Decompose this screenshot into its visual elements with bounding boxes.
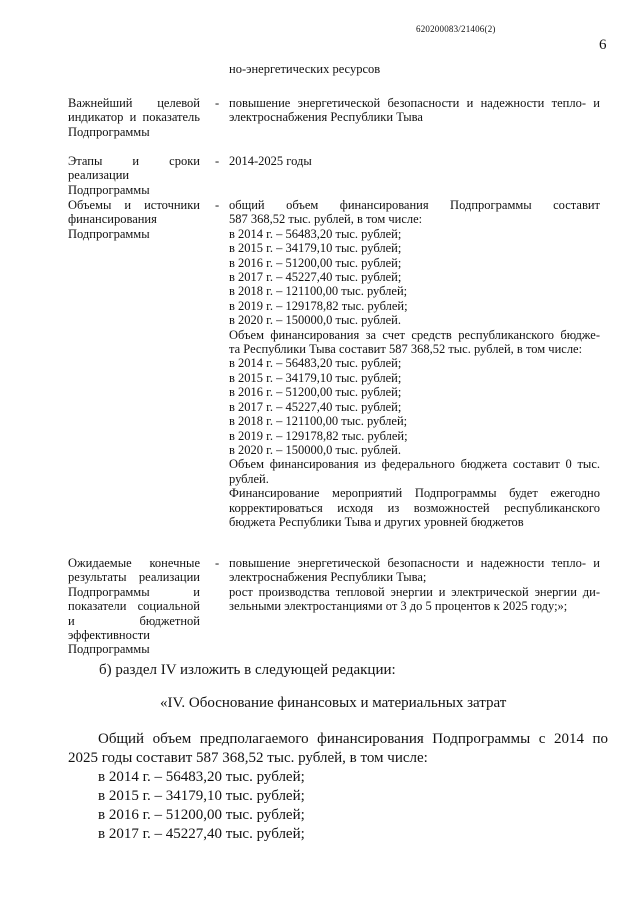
value-line: электроснабжения Республики Тыва;	[229, 570, 427, 585]
row-value	[229, 154, 600, 168]
section-heading: «IV. Обоснование финансовых и материальных затрат	[160, 695, 507, 711]
year-line: в 2015 г. – 34179,10 тыс. рублей;	[98, 788, 305, 804]
financing-paragraph	[68, 730, 608, 844]
value-line: в 2016 г. – 51200,00 тыс. рублей;	[229, 385, 402, 400]
value-line: зельными электростанциями от 3 до 5 процентов к 2025 году;»;	[229, 599, 568, 614]
value-line: в 2020 г. – 150000,0 тыс. рублей.	[229, 442, 401, 457]
continuation-line: но-энергетических ресурсов	[229, 62, 381, 76]
value-line: повышение энергетической безопасности и надежности тепло- и	[229, 556, 600, 570]
value-line: корректироваться исходя из возможностей республиканского	[229, 500, 600, 515]
value-line: в 2014 г. – 56483,20 тыс. рублей;	[229, 226, 402, 241]
value-line: в 2017 г. – 45227,40 тыс. рублей;	[229, 270, 402, 285]
row-value	[229, 556, 600, 614]
value-line: в 2015 г. – 34179,10 тыс. рублей;	[229, 241, 402, 256]
row-label: Ожидаемые конечные результаты реализации Подпрограммы и показатели социальной и бюджетной эффективности Подпрограммы	[68, 556, 200, 657]
amendment-paragraph-b: б) раздел IV изложить в следующей редакции:	[99, 662, 396, 678]
value-line: в 2016 г. – 51200,00 тыс. рублей;	[229, 255, 402, 270]
row-dash: -	[215, 198, 220, 212]
page-number: 6	[599, 37, 607, 53]
document-number: 620200083/21406(2)	[416, 24, 496, 34]
value-line: 2014-2025 годы	[229, 154, 312, 168]
value-line: в 2018 г. – 121100,00 тыс. рублей;	[229, 284, 408, 299]
row-value	[229, 96, 600, 125]
row-dash: -	[215, 556, 220, 570]
value-line: 587 368,52 тыс. рублей, в том числе:	[229, 212, 423, 227]
value-line: Объем финансирования из федерального бюджета составит 0 тыс.	[229, 457, 600, 472]
paragraph-line: 2025 годы составит 587 368,52 тыс. рублей, в том числе:	[68, 750, 428, 766]
value-line: в 2019 г. – 129178,82 тыс. рублей;	[229, 428, 408, 443]
row-label: Важнейший целевой индикатор и показатель Подпрограммы	[68, 96, 200, 139]
value-line: в 2015 г. – 34179,10 тыс. рублей;	[229, 370, 402, 385]
value-line: в 2019 г. – 129178,82 тыс. рублей;	[229, 298, 408, 313]
row-dash: -	[215, 154, 220, 168]
value-line: в 2014 г. – 56483,20 тыс. рублей;	[229, 356, 402, 371]
value-line: Финансирование мероприятий Подпрограммы будет ежегодно	[229, 486, 600, 501]
row-label: Этапы и сроки реализации Подпрограммы	[68, 154, 200, 197]
value-line: общий объем финансирования Подпрограммы составит	[229, 198, 600, 212]
value-line: та Республики Тыва составит 587 368,52 тыс. рублей, в том числе:	[229, 342, 583, 357]
value-line: в 2020 г. – 150000,0 тыс. рублей.	[229, 313, 401, 328]
year-line: в 2016 г. – 51200,00 тыс. рублей;	[98, 807, 305, 823]
value-line: рублей.	[229, 471, 269, 486]
value-line: Объем финансирования за счет средств республиканского бюдже-	[229, 327, 600, 342]
year-line: в 2014 г. – 56483,20 тыс. рублей;	[98, 769, 305, 785]
row-dash: -	[215, 96, 220, 110]
value-line: рост производства тепловой энергии и электрической энергии ди-	[229, 584, 600, 599]
value-line: в 2018 г. – 121100,00 тыс. рублей;	[229, 414, 408, 429]
value-line: в 2017 г. – 45227,40 тыс. рублей;	[229, 399, 402, 414]
value-line: электроснабжения Республики Тыва	[229, 110, 423, 125]
value-line: повышение энергетической безопасности и надежности тепло- и	[229, 96, 600, 110]
value-line: бюджета Республики Тыва и других уровней бюджетов	[229, 514, 524, 529]
row-label: Объемы и источники финансирования Подпрограммы	[68, 198, 200, 241]
year-line: в 2017 г. – 45227,40 тыс. рублей;	[98, 826, 305, 842]
row-value	[229, 198, 600, 529]
paragraph-line: Общий объем предполагаемого финансирования Подпрограммы с 2014 по	[98, 731, 608, 747]
